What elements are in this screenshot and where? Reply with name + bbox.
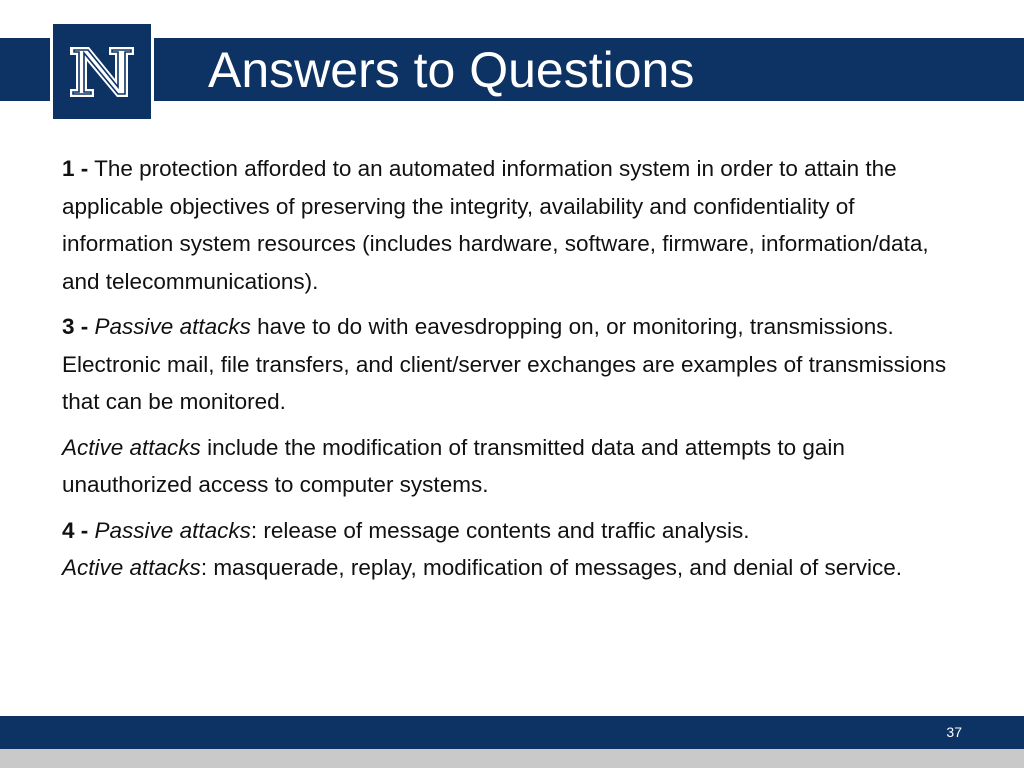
answer-text: : masquerade, replay, modification of messages, and denial of service. [200,555,903,580]
term-active-attacks: Active attacks [62,555,201,580]
slide-body [62,150,962,595]
answer-3 [62,308,962,421]
answer-text: include the modification of transmitted data and attempts to gain unauthorized access to computer systems. [62,434,845,497]
answer-1 [62,150,962,300]
answer-number: 1 - [62,156,89,181]
term-passive-attacks: Passive attacks [94,517,251,543]
footer-strip [0,749,1024,768]
term-passive-attacks: Passive attacks [94,314,251,339]
answer-text: The protection afforded to an automated information system in order to attain the applicable objectives of preserving the integrity, availability and confidentiality of information system resources (includes hardware, software, firmware, information/data, and telecommunications). [62,156,929,294]
university-n-logo-icon [53,24,151,119]
answer-4 [62,512,962,587]
logo [50,21,154,122]
slide-title: Answers to Questions [208,42,695,98]
answer-text: : release of message contents and traffic analysis. [250,517,750,543]
answer-number: 4 - [62,517,89,543]
answer-3-continued [62,429,962,504]
footer-band [0,716,1024,749]
answer-text: have to do with eavesdropping on, or monitoring, transmissions. Electronic mail, file transfers, and client/server exchanges are examples of transmissions that can be monitored. [62,314,947,414]
page-number: 37 [946,724,962,740]
answer-number: 3 - [62,314,89,339]
term-active-attacks: Active attacks [62,434,201,460]
